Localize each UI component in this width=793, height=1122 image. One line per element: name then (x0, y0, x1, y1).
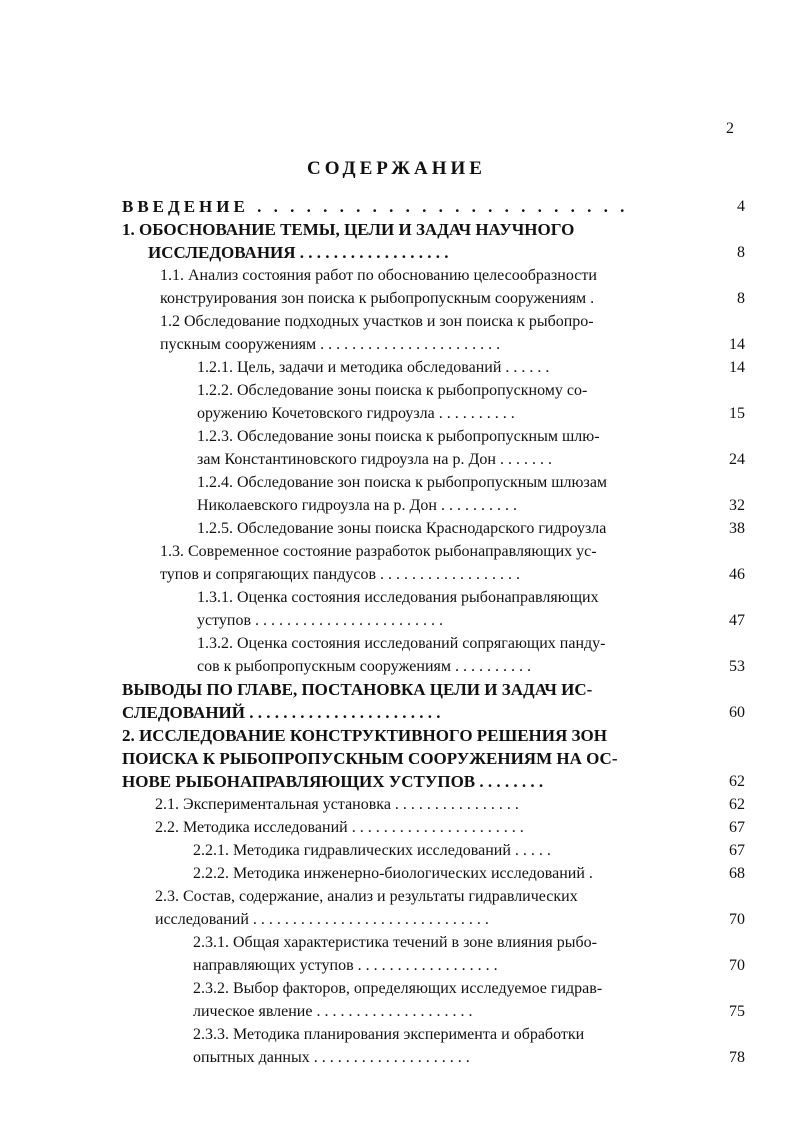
toc-line: ИССЛЕДОВАНИЯ . . . . . . . . . . . . . . . . . . (148, 243, 449, 262)
toc-entry-1-3 (160, 540, 695, 586)
toc-line: зам Константиновского гидроузла на р. Дон . . . . . . . (197, 451, 552, 468)
toc-line: исследований . . . . . . . . . . . . . . . . . . . . . . . . . . . . . . (155, 911, 489, 928)
toc-entry-2-2-2 (193, 862, 695, 885)
toc-line: конструирования зон поиска к рыбопропускным сооружениям . (160, 290, 595, 307)
toc-line: оружению Кочетовского гидроузла . . . . . . . . . . (197, 405, 515, 422)
toc-entry-2-2-1 (193, 839, 695, 862)
page-number: 2 (726, 120, 734, 137)
toc-entry-1-2-3 (197, 425, 695, 471)
toc-line: пускным сооружениям . . . . . . . . . . . . . . . . . . . . . . . (160, 336, 501, 353)
toc-line: 2.3.1. Общая характеристика течений в зоне влияния рыбо- (193, 934, 597, 951)
toc-line: 2. ИССЛЕДОВАНИЕ КОНСТРУКТИВНОГО РЕШЕНИЯ ЗОН (122, 726, 607, 745)
toc-entry-1-2-2 (197, 379, 695, 425)
toc-line: 1.2 Обследование подходных участков и зон поиска к рыбопро- (160, 313, 594, 330)
toc-page-1-2-1: 14 (729, 359, 745, 376)
toc-entry-1-2-4 (197, 471, 695, 517)
toc-page-chapter-2: 62 (729, 773, 745, 790)
toc-page-1-3-1: 47 (729, 612, 745, 629)
toc-entry-1-1 (160, 264, 695, 310)
toc-line: 1.1. Анализ состояния работ по обоснованию целесообразности (160, 267, 597, 284)
toc-line: 2.1. Экспериментальная установка . . . . . . . . . . . . . . . . (155, 796, 519, 813)
toc-line: 2.2.1. Методика гидравлических исследований . . . . . (193, 842, 551, 859)
toc-page-1-2: 14 (729, 336, 745, 353)
toc-entry-1-2-5 (197, 517, 695, 540)
toc-page-chapter-1-conclusions: 60 (729, 704, 745, 721)
toc-line: лическое явление . . . . . . . . . . . . . . . . . . . . (193, 1003, 473, 1020)
toc-page-1-2-4: 32 (729, 497, 745, 514)
toc-entry-1-2-1 (197, 356, 695, 379)
toc-page-1-2-3: 24 (729, 451, 745, 468)
toc-entry-1-3-1 (197, 586, 695, 632)
toc-line: 1.3.1. Оценка состояния исследования рыбонаправляющих (197, 589, 599, 606)
toc-entry-chapter-2 (122, 724, 697, 793)
toc-line: 1.2.1. Цель, задачи и методика обследований . . . . . . (197, 359, 550, 376)
toc-page-2-3-1: 70 (729, 957, 745, 974)
toc-page-2-2: 67 (729, 819, 745, 836)
toc-line: 2.3. Состав, содержание, анализ и результаты гидравлических (155, 888, 578, 905)
toc-entry-2-3-2 (193, 977, 695, 1023)
toc-page-1-3-2: 53 (729, 658, 745, 675)
toc-entry-1-2 (160, 310, 695, 356)
toc-line: тупов и сопрягающих пандусов . . . . . . . . . . . . . . . . . . (160, 566, 521, 583)
toc-page-2-2-2: 68 (729, 865, 745, 882)
toc-line: 1.3. Современное состояние разработок рыбонаправляющих ус- (160, 543, 597, 560)
toc-page-chapter-1: 8 (737, 244, 745, 261)
toc-entry-chapter-1 (122, 218, 697, 264)
toc-line: 2.2. Методика исследований . . . . . . . . . . . . . . . . . . . . . . (155, 819, 524, 836)
toc-line: 1.2.4. Обследование зон поиска к рыбопропускным шлюзам (197, 474, 608, 491)
toc-entry-2-3 (155, 885, 695, 931)
toc-line: ВЫВОДЫ ПО ГЛАВЕ, ПОСТАНОВКА ЦЕЛИ И ЗАДАЧ ИС- (122, 680, 593, 699)
toc-page-introduction: 4 (737, 198, 745, 215)
toc-line: 2.3.3. Методика планирования эксперимента и обработки (193, 1026, 585, 1043)
toc-line: направляющих уступов . . . . . . . . . . . . . . . . . . (193, 957, 498, 974)
toc-line: 1.3.2. Оценка состояния исследований сопрягающих панду- (197, 635, 606, 652)
toc-page-2-3-2: 75 (729, 1003, 745, 1020)
toc-line: ПОИСКА К РЫБОПРОПУСКНЫМ СООРУЖЕНИЯМ НА ОС- (122, 749, 618, 768)
toc-page-2-1: 62 (729, 796, 745, 813)
toc-entry-1-3-2 (197, 632, 695, 678)
toc-entry-2-3-3 (193, 1023, 695, 1069)
toc-line: 2.3.2. Выбор факторов, определяющих исследуемое гидрав- (193, 980, 603, 997)
toc-line: НОВЕ РЫБОНАПРАВЛЯЮЩИХ УСТУПОВ . . . . . . . . (122, 772, 544, 791)
toc-entry-introduction (122, 195, 697, 218)
toc-entry-2-2 (155, 816, 695, 839)
toc-line: сов к рыбопропускным сооружениям . . . . . . . . . . (197, 658, 531, 675)
toc-page-1-2-5: 38 (729, 520, 745, 537)
toc-entry-2-1 (155, 793, 695, 816)
toc-page-1-2-2: 15 (729, 405, 745, 422)
toc-page-2-3-3: 78 (729, 1049, 745, 1066)
toc-line: 2.2.2. Методика инженерно-биологических исследований . (193, 865, 593, 882)
toc-line: ВВЕДЕНИЕ . . . . . . . . . . . . . . . . . . . . . . . (122, 197, 629, 216)
toc-line: Николаевского гидроузла на р. Дон . . . . . . . . . . (197, 497, 517, 514)
toc-line: уступов . . . . . . . . . . . . . . . . . . . . . . . . (197, 612, 443, 629)
toc-entry-2-3-1 (193, 931, 695, 977)
toc-page-2-2-1: 67 (729, 842, 745, 859)
toc-page-1-1: 8 (737, 290, 745, 307)
toc-line: опытных данных . . . . . . . . . . . . . . . . . . . . (193, 1049, 470, 1066)
toc-line: 1.2.5. Обследование зоны поиска Краснодарского гидроузла (197, 520, 607, 537)
toc-page-2-3: 70 (729, 911, 745, 928)
toc-line: 1. ОБОСНОВАНИЕ ТЕМЫ, ЦЕЛИ И ЗАДАЧ НАУЧНОГО (122, 220, 575, 239)
toc-entry-chapter-1-conclusions (122, 678, 697, 724)
toc-page-1-3: 46 (729, 566, 745, 583)
toc-line: СЛЕДОВАНИЙ . . . . . . . . . . . . . . . . . . . . . . . (122, 703, 441, 722)
toc-line: 1.2.3. Обследование зоны поиска к рыбопропускным шлю- (197, 428, 600, 445)
toc-line: 1.2.2. Обследование зоны поиска к рыбопропускному со- (197, 382, 588, 399)
page-title: СОДЕРЖАНИЕ (307, 158, 486, 179)
